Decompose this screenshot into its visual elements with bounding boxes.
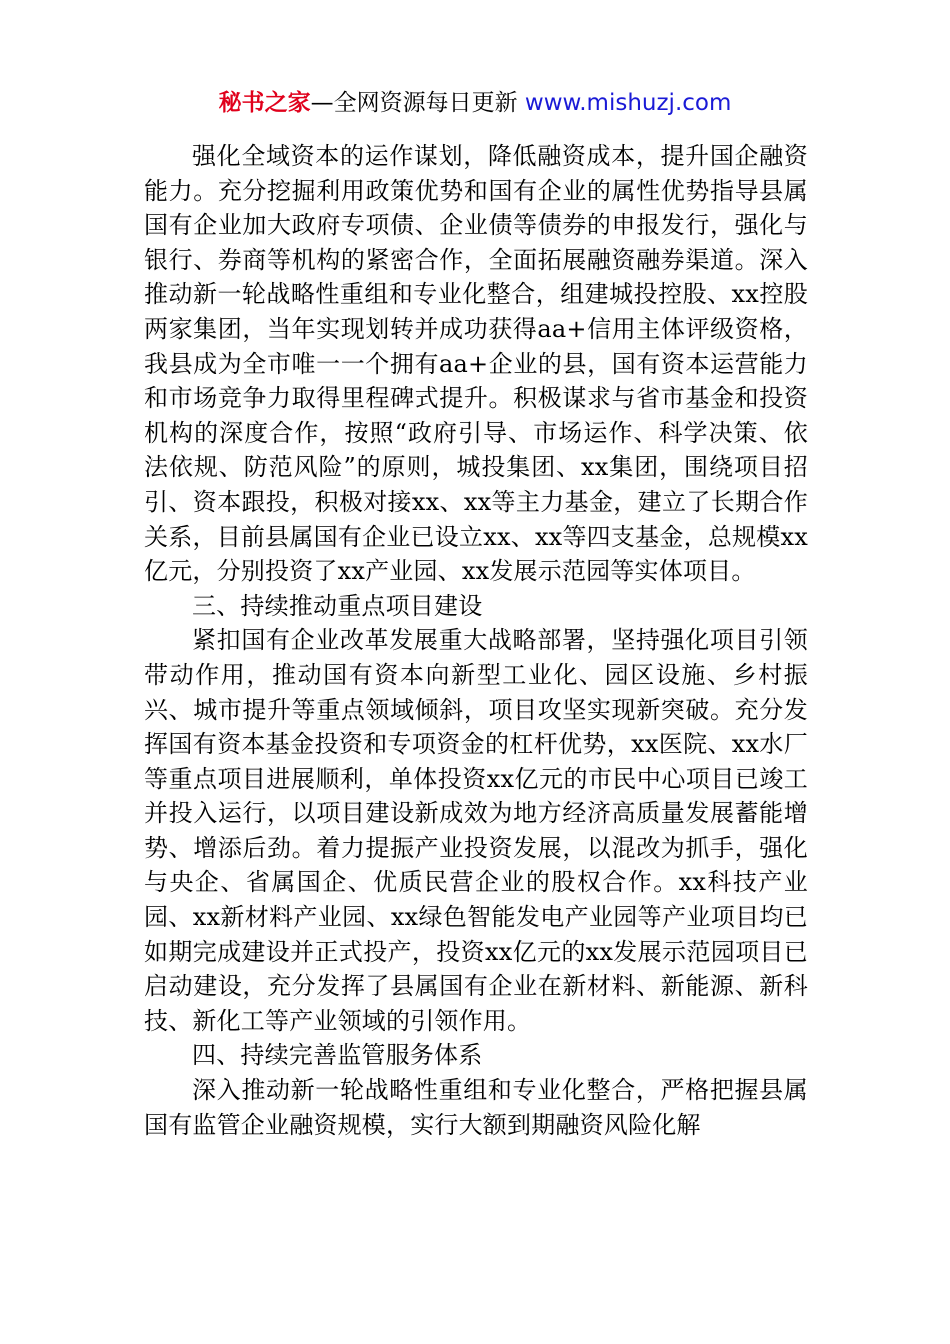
header-url-link[interactable]: www.mishuzj.com: [524, 90, 732, 116]
paragraph-supervision: 深入推动新一轮战略性重组和专业化整合，严格把握县属国有监管企业融资规模，实行大额到期融资风险化解: [144, 1076, 808, 1139]
paragraph-key-projects: 紧扣国有企业改革发展重大战略部署，坚持强化项目引领带动作用，推动国有资本向新型工业化、园区设施、乡村振兴、城市提升等重点领域倾斜，项目攻坚实现新突破。充分发挥国有资本基金投资和专项资金的杠杆优势，xx医院、xx水厂等重点项目进展顺利，单体投资xx亿元的市民中心项目已竣工并投入运行，以项目建设新成效为地方经济高质量发展蓄能增势、增添后劲。着力提振产业投资发展，以混改为抓手，强化与央企、省属国企、优质民营企业的股权合作。xx科技产业园、xx新材料产业园、xx绿色智能发电产业园等产业项目均已如期完成建设并正式投产，投资xx亿元的xx发展示范园项目已启动建设，充分发挥了县属国有企业在新材料、新能源、新科技、新化工等产业领域的引领作用。: [144, 626, 808, 1035]
header-tagline: —全网资源每日更新: [310, 90, 525, 116]
section-heading-4: 四、持续完善监管服务体系: [192, 1041, 483, 1070]
brand-name: 秘书之家: [218, 90, 311, 116]
page-header: [0, 86, 950, 120]
document-body: [144, 139, 808, 1142]
section-heading-3: 三、持续推动重点项目建设: [192, 591, 483, 620]
paragraph-capital-operation: 强化全域资本的运作谋划，降低融资成本，提升国企融资能力。充分挖掘利用政策优势和国有企业的属性优势指导县属国有企业加大政府专项债、企业债等债券的申报发行，强化与银行、券商等机构的紧密合作，全面拓展融资融券渠道。深入推动新一轮战略性重组和专业化整合，组建城投控股、xx控股两家集团，当年实现划转并成功获得aa+信用主体评级资格，我县成为全市唯一一个拥有aa+企业的县，国有资本运营能力和市场竞争力取得里程碑式提升。积极谋求与省市基金和投资机构的深度合作，按照“政府引导、市场运作、科学决策、依法依规、防范风险”的原则，城投集团、xx集团，围绕项目招引、资本跟投，积极对接xx、xx等主力基金，建立了长期合作关系，目前县属国有企业已设立xx、xx等四支基金，总规模xx亿元，分别投资了xx产业园、xx发展示范园等实体项目。: [144, 142, 808, 586]
